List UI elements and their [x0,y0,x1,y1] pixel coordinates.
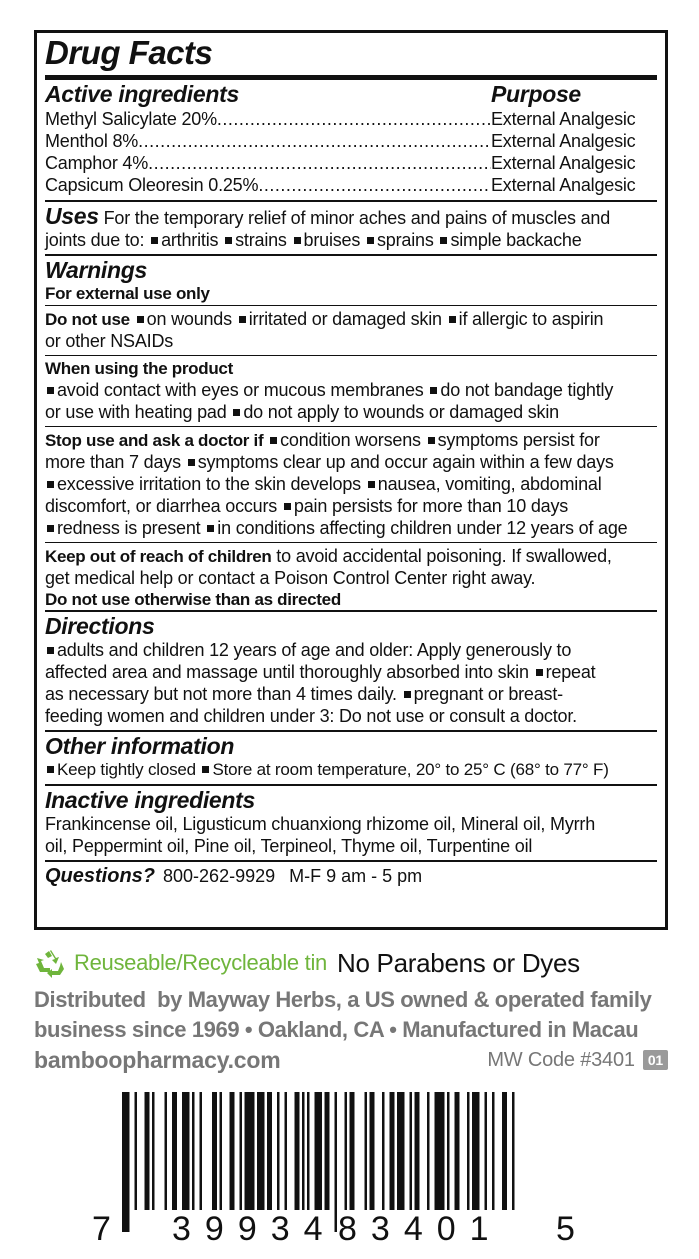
barcode-bar [325,1092,330,1210]
barcode-bar [230,1092,235,1210]
barcode-bar [512,1092,515,1210]
warning-item: symptoms clear up and occur again within a few days [197,452,614,472]
bullet-icon [47,525,54,532]
when-using-label: When using the product [45,359,233,378]
warning-text: get medical help or contact a Poison Control Center right away. [45,568,536,588]
barcode-bar [307,1092,310,1210]
barcode-bar [345,1092,348,1210]
bullet-icon [284,503,291,510]
distributor-line: Distributed by Mayway Herbs, a US owned & operated family [34,987,652,1012]
bullet-icon [225,237,232,244]
hours-text: M-F 9 am - 5 pm [289,865,423,886]
other-info-section [45,732,657,784]
warning-text: to avoid accidental poisoning. If swallowed, [271,546,612,566]
barcode-bar [200,1092,203,1210]
ingredient-name: Methyl Salicylate 20% [45,109,217,129]
barcode-bar [165,1092,168,1210]
warning-item: more than 7 days [45,452,181,472]
barcode-bar [257,1092,265,1210]
bullet-icon [430,387,437,394]
site-row [34,1045,668,1075]
inactive-text: Frankincense oil, Ligusticum chuanxiong rhizome oil, Mineral oil, Myrrh [45,814,596,834]
barcode-bar [370,1092,375,1210]
active-ingredients-heading: Active ingredients [45,81,239,107]
bullet-icon [202,766,209,773]
directions-text: repeat [545,662,596,682]
barcode-bar [410,1092,413,1210]
bullet-icon [428,437,435,444]
warnings-section [45,256,657,305]
barcode-bar [350,1092,355,1210]
questions-row [45,862,657,890]
uses-item: sprains [377,230,434,250]
barcode-bar [472,1092,480,1210]
do-not-use-section [45,306,657,355]
directions-text: feeding women and children under 3: Do not use or consult a doctor. [45,706,577,726]
bullet-icon [47,647,54,654]
barcode-bar [502,1092,507,1210]
ingredient-purpose: External Analgesic [491,175,636,195]
mw-code-badge: 01 [643,1050,668,1070]
barcode-bar [295,1092,300,1210]
recycle-icon [34,948,66,978]
bullet-icon [207,525,214,532]
bullet-icon [188,459,195,466]
barcode-bar [220,1092,223,1210]
barcode-bar [172,1092,177,1210]
uses-item: bruises [303,230,361,250]
barcode-digit-group: 7 [92,1210,111,1248]
questions-label: Questions? [45,864,156,887]
warning-item: in conditions affecting children under 12 years of age [217,518,628,538]
no-parabens-text: No Parabens or Dyes [337,947,580,978]
ingredient-name: Menthol 8% [45,131,139,151]
ingredient-name: Camphor 4% [45,153,149,173]
bullet-icon [233,409,240,416]
warning-item: irritated or damaged skin [248,309,442,329]
uses-text: For the temporary relief of minor aches and pains of muscles and [98,208,611,228]
barcode-bar [145,1092,150,1210]
barcode-bar [485,1092,488,1210]
ingredient-purpose: External Analgesic [491,153,636,173]
recycle-text: Reuseable/Recycleable tin [74,950,327,975]
barcode-bar [415,1092,420,1210]
warning-item: if allergic to aspirin [458,309,604,329]
warnings-heading: Warnings [45,257,147,283]
page-title: Drug Facts [45,34,213,71]
barcode-bar [240,1092,243,1210]
mw-code [487,1049,668,1072]
bullet-icon [367,237,374,244]
warning-item: symptoms persist for [437,430,600,450]
warning-item: redness is present [57,518,201,538]
warning-item: or use with heating pad [45,402,227,422]
ingredient-row [45,174,657,196]
divider [45,75,657,80]
external-use-note: For external use only [45,284,210,303]
bullet-icon [239,316,246,323]
uses-item: arthritis [161,230,219,250]
active-ingredients-header [45,82,657,108]
recycle-row [34,948,580,978]
barcode-bar [427,1092,430,1210]
warning-item: condition worsens [280,430,421,450]
barcode-bar [455,1092,460,1210]
barcode-bar [365,1092,368,1210]
barcode-bar [397,1092,405,1210]
barcode-bar [302,1092,305,1210]
warning-text: or other NSAIDs [45,331,174,351]
warning-item: on wounds [146,309,232,329]
leader-dots [258,174,491,196]
barcode-bar [492,1092,495,1210]
barcode-digit-group: 83401 [338,1210,503,1248]
leader-dots [138,130,491,152]
barcode-digits [60,1210,660,1250]
warning-item: pain persists for more than 10 days [293,496,569,516]
warning-item: do not apply to wounds or damaged skin [243,402,559,422]
leader-dots [148,152,491,174]
ingredient-row [45,130,657,152]
ingredient-purpose: External Analgesic [491,131,636,151]
website-link[interactable]: bamboopharmacy.com [34,1046,281,1073]
barcode-bar [435,1092,445,1210]
bullet-icon [151,237,158,244]
barcode-bar [277,1092,280,1210]
uses-section [45,202,657,254]
warning-item: nausea, vomiting, abdominal [377,474,602,494]
barcode-bar [152,1092,155,1210]
keep-out-section [45,543,657,610]
directions-heading: Directions [45,613,155,639]
bullet-icon [449,316,456,323]
ingredient-name: Capsicum Oleoresin 0.25% [45,175,259,195]
inactive-section [45,786,657,860]
barcode-bar [212,1092,217,1210]
inactive-text: oil, Peppermint oil, Pine oil, Terpineol, Thyme oil, Turpentine oil [45,836,533,856]
bullet-icon [137,316,144,323]
barcode-bar [192,1092,195,1210]
uses-item: strains [235,230,287,250]
barcode-bar [447,1092,450,1210]
bullet-icon [404,691,411,698]
uses-text: joints due to: [45,230,150,250]
directions-section [45,612,657,730]
otherwise-note: Do not use otherwise than as directed [45,590,341,609]
barcode-bar [315,1092,323,1210]
barcode-bar [182,1092,190,1210]
barcode-bar [382,1092,385,1210]
do-not-use-label: Do not use [45,310,130,329]
warning-item: do not bandage tightly [440,380,614,400]
other-info-heading: Other information [45,733,235,759]
other-info-item: Keep tightly closed [57,760,196,779]
barcode-bar [245,1092,255,1210]
uses-heading: Uses [45,203,99,229]
ingredient-purpose: External Analgesic [491,109,636,129]
ingredient-row [45,108,657,130]
bullet-icon [47,766,54,773]
bullet-icon [47,481,54,488]
barcode-bar [135,1092,138,1210]
phone-number[interactable]: 800-262-9929 [163,865,276,886]
leader-dots [217,108,491,130]
inactive-heading: Inactive ingredients [45,787,256,813]
barcode-bar [285,1092,288,1210]
barcode-bar [267,1092,272,1210]
bullet-icon [368,481,375,488]
when-using-section [45,356,657,426]
barcode-bar [467,1092,470,1210]
directions-text: as necessary but not more than 4 times daily. [45,684,402,704]
directions-text: affected area and massage until thoroughly absorbed into skin [45,662,529,682]
uses-item: simple backache [450,230,582,250]
bullet-icon [47,387,54,394]
distributor-info [34,985,674,1045]
stop-use-section [45,427,657,542]
ingredient-row [45,152,657,174]
purpose-heading: Purpose [491,81,581,107]
warning-item: avoid contact with eyes or mucous membranes [57,380,424,400]
bullet-icon [270,437,277,444]
barcode-digit-group: 39934 [172,1210,337,1248]
barcode-digit-group: 5 [556,1210,575,1248]
keep-out-label: Keep out of reach of children [45,547,272,566]
warning-item: excessive irritation to the skin develops [57,474,361,494]
bullet-icon [536,669,543,676]
warning-item: discomfort, or diarrhea occurs [45,496,278,516]
distributor-line: business since 1969 • Oakland, CA • Manufactured in Macau [34,1017,639,1042]
barcode-bar [390,1092,395,1210]
bullet-icon [294,237,301,244]
mw-code-text: MW Code #3401 [487,1048,635,1071]
bullet-icon [440,237,447,244]
other-info-item: Store at room temperature, 20° to 25° C (68° to 77° F) [212,760,609,779]
directions-text: adults and children 12 years of age and older: Apply generously to [57,640,572,660]
directions-text: pregnant or breast- [413,684,563,704]
drug-facts-panel [34,30,668,930]
stop-use-label: Stop use and ask a doctor if [45,431,264,450]
